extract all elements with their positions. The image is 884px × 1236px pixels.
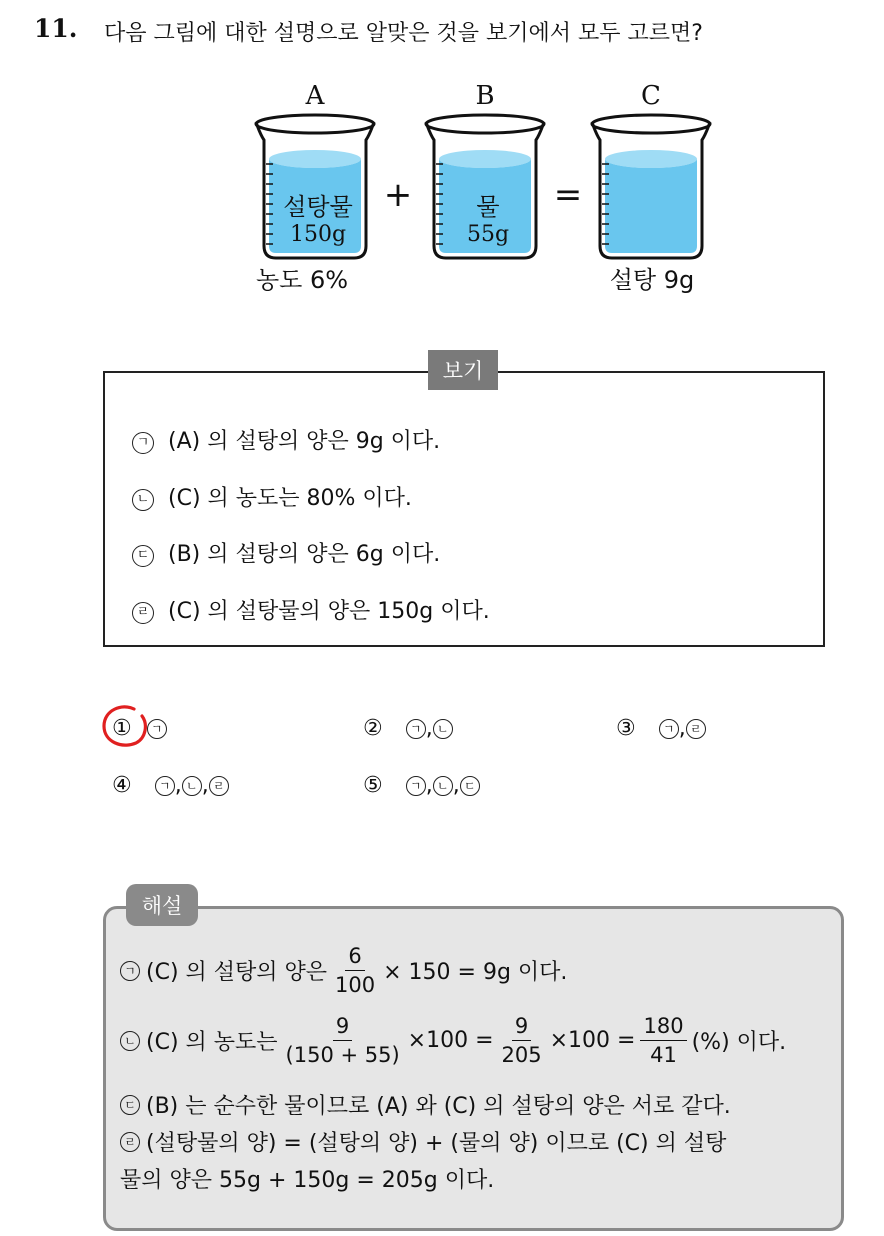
explanation-line-4 [120, 1126, 726, 1157]
circled-mark: ㄹ [686, 719, 706, 739]
circled-mark: ㄱ [406, 719, 426, 739]
explanation-text: (C) 의 농도는 [146, 1030, 278, 1055]
circled-mark: ㄱ [120, 961, 140, 981]
choice-number: ⑤ [363, 773, 383, 798]
circled-mark: ㄴ [182, 776, 202, 796]
beaker-c [592, 115, 710, 258]
circled-mark: ㄴ [120, 1031, 140, 1051]
bogi-item [132, 594, 490, 625]
choice-2[interactable]: ② ㄱ , ㄴ [363, 716, 453, 741]
choice-5[interactable]: ⑤ ㄱ , ㄴ , ㄷ [363, 773, 480, 798]
explanation-text: × 150 = 9g 이다. [383, 960, 568, 985]
choice-3[interactable]: ③ ㄱ , ㄹ [616, 716, 706, 741]
bogi-item-text: (A) 의 설탕의 양은 9g 이다. [168, 429, 441, 454]
beaker-a-content: 설탕물 [283, 193, 353, 221]
explanation-text: (C) 의 설탕의 양은 [146, 960, 328, 985]
plus-sign: + [383, 175, 413, 215]
circled-mark: ㄱ [406, 776, 426, 796]
explanation-text: ×100 = [407, 1028, 494, 1053]
explanation-text: (설탕물의 양) = (설탕의 양) + (물의 양) 이므로 (C) 의 설탕 [146, 1131, 727, 1156]
circled-mark: ㄴ [132, 489, 154, 511]
choice-number: ③ [616, 716, 636, 741]
choice-number: ② [363, 716, 383, 741]
choice-number: ① [112, 716, 132, 741]
explanation-text: ×100 = [549, 1028, 636, 1053]
circled-mark: ㄹ [120, 1132, 140, 1152]
circled-mark: ㄱ [147, 719, 167, 739]
circled-mark: ㄴ [433, 719, 453, 739]
bogi-item [132, 537, 440, 568]
beaker-c-sugar: 설탕 9g [609, 266, 695, 294]
explanation-line-3 [120, 1089, 731, 1120]
explanation-text: (%) 이다. [691, 1030, 787, 1055]
explanation-title: 해설 [126, 884, 198, 926]
circled-mark: ㄴ [433, 776, 453, 796]
bogi-item [132, 481, 412, 512]
beaker-figure [240, 78, 720, 308]
explanation-line-5 [120, 1163, 494, 1194]
question-number: 11. [34, 14, 78, 43]
explanation-text: (B) 는 순수한 물이므로 (A) 와 (C) 의 설탕의 양은 서로 같다. [146, 1094, 731, 1119]
explanation-line-2 [120, 1012, 786, 1069]
bogi-item-text: (B) 의 설탕의 양은 6g 이다. [168, 542, 441, 567]
circled-mark: ㄱ [659, 719, 679, 739]
beaker-a [256, 115, 374, 258]
circled-mark: ㄷ [460, 776, 480, 796]
circled-mark: ㄷ [132, 545, 154, 567]
bogi-item-text: (C) 의 설탕물의 양은 150g 이다. [168, 599, 490, 624]
bogi-item [132, 424, 440, 455]
beaker-a-label: A [305, 81, 325, 111]
circled-mark: ㄱ [132, 432, 154, 454]
choice-4[interactable]: ④ ㄱ , ㄴ , ㄹ [112, 773, 229, 798]
beaker-b-mass: 55g [466, 222, 510, 247]
circled-mark: ㄷ [120, 1095, 140, 1115]
fraction: $\frac{180}{41}$ [640, 1012, 686, 1069]
beaker-a-mass: 150g [289, 222, 347, 247]
beaker-b [426, 115, 544, 258]
beaker-c-label: C [641, 81, 661, 111]
bogi-item-text: (C) 의 농도는 80% 이다. [168, 486, 412, 511]
circled-mark: ㄹ [209, 776, 229, 796]
beaker-b-label: B [475, 81, 495, 111]
beaker-a-concentration: 농도 6% [255, 266, 349, 294]
question-text: 다음 그림에 대한 설명으로 알맞은 것을 보기에서 모두 고르면? [104, 21, 703, 46]
choice-number: ④ [112, 773, 132, 798]
circled-mark: ㄱ [155, 776, 175, 796]
circled-mark: ㄹ [132, 602, 154, 624]
fraction: $\frac{9}{205}$ [501, 1014, 542, 1067]
bogi-title: 보기 [428, 350, 498, 390]
explanation-text: 물의 양은 55g + 150g = 205g 이다. [120, 1168, 495, 1193]
equals-sign: = [553, 175, 583, 215]
fraction: $\frac{9}{(150 + 55)}$ [285, 1014, 400, 1067]
selected-answer-circle [100, 704, 150, 750]
explanation-line-1 [120, 942, 567, 999]
beaker-b-content: 물 [476, 193, 500, 221]
fraction: $\frac{6}{100}$ [335, 944, 376, 997]
